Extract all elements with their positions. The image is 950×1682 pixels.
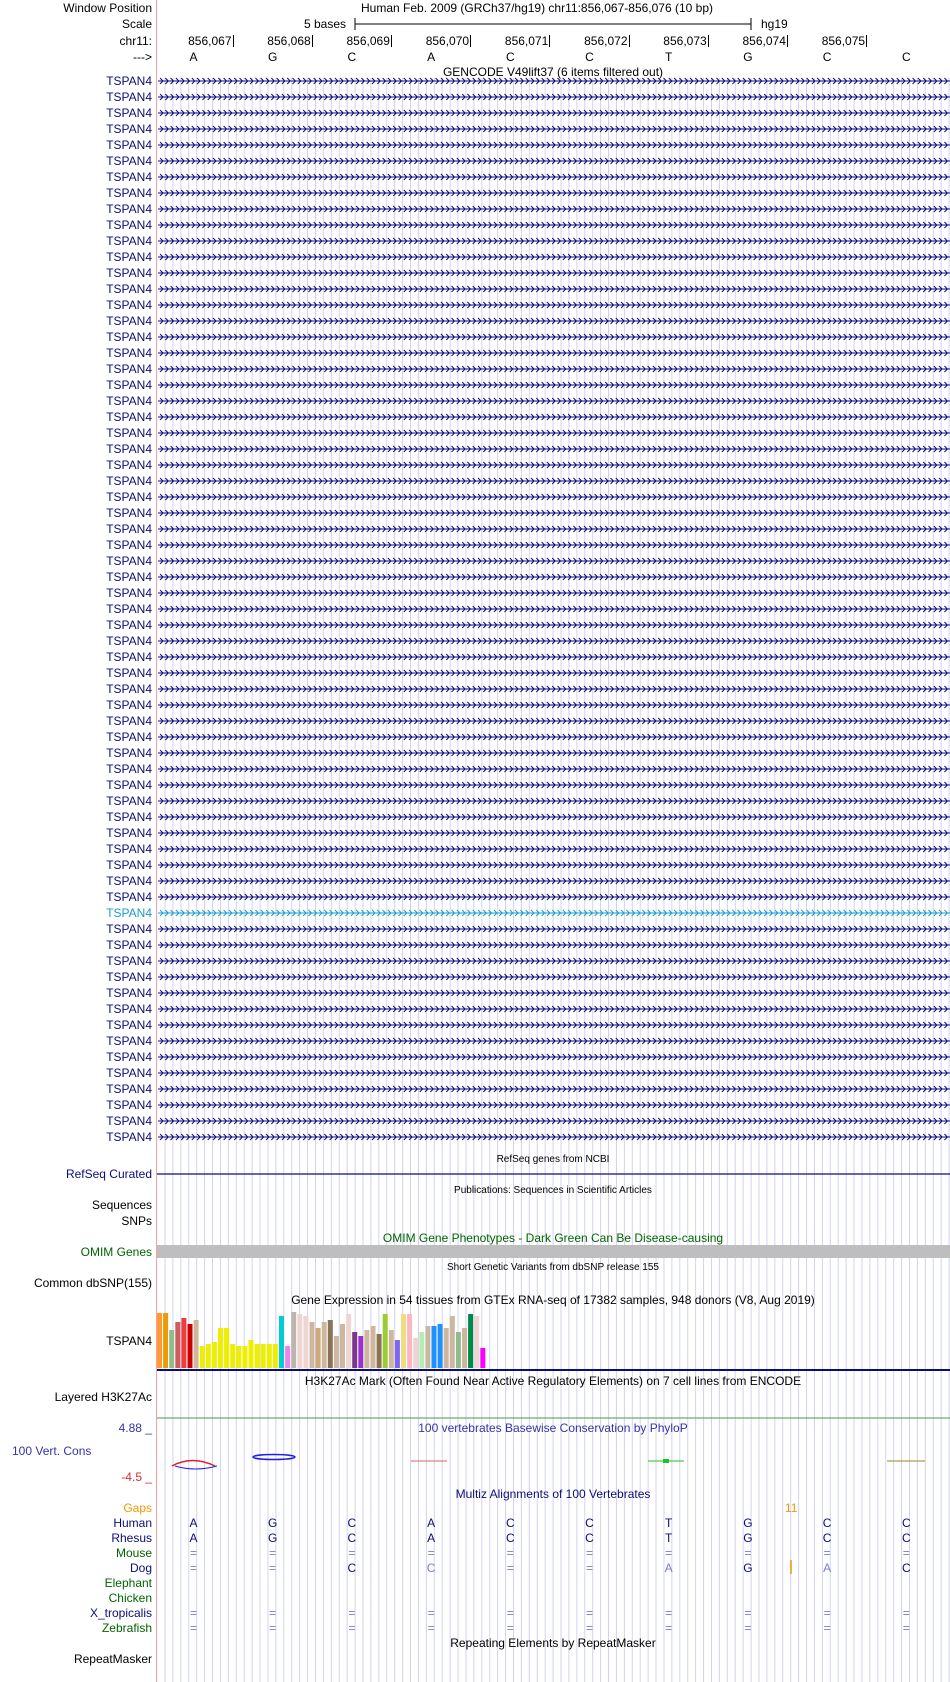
gencode-transcript-label[interactable]: TSPAN4: [106, 1034, 152, 1048]
gencode-transcript-label[interactable]: TSPAN4: [106, 826, 152, 840]
ruler-position: 856,073: [663, 34, 707, 48]
gencode-transcript-label[interactable]: TSPAN4: [106, 330, 152, 344]
gencode-transcript-label[interactable]: TSPAN4: [106, 250, 152, 264]
ruler-position: 856,068: [267, 34, 311, 48]
publications-track-title[interactable]: Publications: Sequences in Scientific Articles: [454, 1185, 652, 1196]
alignment-base: C: [822, 1516, 832, 1530]
gencode-transcript-label[interactable]: TSPAN4: [106, 586, 152, 600]
scale-label: Scale: [121, 17, 152, 31]
omim-track-label[interactable]: OMIM Genes: [80, 1245, 152, 1259]
alignment-base: A: [823, 1561, 832, 1575]
alignment-base: =: [665, 1606, 673, 1620]
alignment-base: =: [269, 1621, 277, 1635]
alignment-base: =: [585, 1621, 593, 1635]
gencode-transcript-label[interactable]: TSPAN4: [106, 106, 152, 120]
alignment-base: =: [269, 1561, 277, 1575]
strand-label: --->: [133, 50, 152, 64]
assembly-title: Human Feb. 2009 (GRCh37/hg19) chr11:856,067-856,076 (10 bp): [361, 1, 714, 15]
alignment-base: C: [901, 1516, 911, 1530]
gencode-transcript-label[interactable]: TSPAN4: [106, 394, 152, 408]
alignment-base: A: [189, 1516, 198, 1530]
gencode-transcript-label[interactable]: TSPAN4: [106, 90, 152, 104]
multiz-species-label[interactable]: Dog: [129, 1561, 152, 1575]
gencode-transcript-label[interactable]: TSPAN4: [106, 298, 152, 312]
gencode-transcript-label[interactable]: TSPAN4: [106, 714, 152, 728]
alignment-base: =: [902, 1606, 910, 1620]
sequence-base: C: [505, 50, 515, 64]
alignment-base: =: [427, 1546, 435, 1560]
gencode-transcript-label[interactable]: TSPAN4: [106, 922, 152, 936]
alignment-base: =: [189, 1621, 197, 1635]
gencode-transcript-label[interactable]: TSPAN4: [106, 1114, 152, 1128]
alignment-base: =: [506, 1546, 514, 1560]
gencode-transcript-label[interactable]: TSPAN4: [106, 154, 152, 168]
gencode-transcript-label[interactable]: TSPAN4: [106, 346, 152, 360]
refseq-track-title[interactable]: RefSeq genes from NCBI: [496, 1154, 610, 1165]
alignment-base: =: [348, 1621, 356, 1635]
gencode-transcript-label[interactable]: TSPAN4: [106, 522, 152, 536]
alignment-base: =: [585, 1561, 593, 1575]
alignment-base: G: [268, 1516, 278, 1530]
gencode-transcript-label[interactable]: TSPAN4: [106, 138, 152, 152]
gencode-transcript-label[interactable]: TSPAN4: [106, 618, 152, 632]
alignment-base: T: [665, 1531, 673, 1545]
repeatmasker-track-label[interactable]: RepeatMasker: [73, 1652, 152, 1666]
alignment-base: =: [189, 1561, 197, 1575]
gtex-track-label[interactable]: TSPAN4: [106, 1334, 152, 1348]
gencode-transcript-label[interactable]: TSPAN4: [106, 458, 152, 472]
alignment-base: G: [743, 1531, 753, 1545]
gencode-transcript-label[interactable]: TSPAN4: [106, 442, 152, 456]
gencode-transcript-label[interactable]: TSPAN4: [106, 1082, 152, 1096]
gencode-transcript-label[interactable]: TSPAN4: [106, 778, 152, 792]
gencode-transcript-label[interactable]: TSPAN4: [106, 938, 152, 952]
repeatmasker-track-title[interactable]: Repeating Elements by RepeatMasker: [450, 1636, 656, 1650]
alignment-base: =: [744, 1546, 752, 1560]
ruler-position: 856,069: [346, 34, 390, 48]
phylop-track-title[interactable]: 100 vertebrates Basewise Conservation by PhyloP: [418, 1421, 688, 1435]
sequence-base: G: [268, 50, 278, 64]
gencode-transcript-label[interactable]: TSPAN4: [106, 202, 152, 216]
gencode-transcript-label[interactable]: TSPAN4: [106, 1018, 152, 1032]
alignment-base: C: [822, 1531, 832, 1545]
alignment-base: =: [902, 1546, 910, 1560]
gencode-transcript-label[interactable]: TSPAN4: [106, 746, 152, 760]
gencode-transcript-label[interactable]: TSPAN4: [106, 266, 152, 280]
multiz-species-label[interactable]: Mouse: [115, 1546, 152, 1560]
h3k27ac-track-label[interactable]: Layered H3K27Ac: [54, 1390, 152, 1404]
gencode-transcript-label[interactable]: TSPAN4: [106, 410, 152, 424]
gencode-transcript-label[interactable]: TSPAN4: [106, 970, 152, 984]
alignment-base: =: [189, 1546, 197, 1560]
gencode-transcript-label[interactable]: TSPAN4: [106, 730, 152, 744]
gencode-transcript-label[interactable]: TSPAN4: [106, 282, 152, 296]
gencode-transcript-label[interactable]: TSPAN4: [106, 490, 152, 504]
gencode-transcript-label[interactable]: TSPAN4: [106, 842, 152, 856]
window-position-label: Window Position: [63, 1, 152, 15]
gencode-transcript-label[interactable]: TSPAN4: [106, 986, 152, 1000]
gencode-transcript-label[interactable]: TSPAN4: [106, 1002, 152, 1016]
alignment-base: =: [585, 1606, 593, 1620]
multiz-species-label[interactable]: X_tropicalis: [89, 1606, 152, 1620]
alignment-base: =: [744, 1606, 752, 1620]
alignment-base: =: [506, 1621, 514, 1635]
sequence-base: C: [822, 50, 832, 64]
alignment-base: =: [427, 1621, 435, 1635]
ruler-position: 856,072: [584, 34, 628, 48]
alignment-base: =: [902, 1621, 910, 1635]
scale-bar-text: 5 bases: [304, 17, 347, 31]
alignment-base: G: [743, 1561, 753, 1575]
sequence-base: C: [347, 50, 357, 64]
database-label: hg19: [761, 17, 788, 31]
alignment-base: =: [585, 1546, 593, 1560]
publications-label-sequences[interactable]: Sequences: [91, 1198, 152, 1212]
alignment-base: =: [823, 1546, 831, 1560]
alignment-base: C: [901, 1561, 911, 1575]
gencode-transcript-label[interactable]: TSPAN4: [106, 650, 152, 664]
sequence-base: T: [665, 50, 673, 64]
alignment-base: =: [665, 1621, 673, 1635]
gencode-transcript-label[interactable]: TSPAN4: [106, 314, 152, 328]
alignment-base: =: [269, 1606, 277, 1620]
alignment-base: C: [426, 1561, 436, 1575]
sequence-base: G: [743, 50, 753, 64]
ruler-position: 856,070: [425, 34, 470, 48]
multiz-species-label[interactable]: Chicken: [108, 1591, 152, 1605]
gencode-transcript-label[interactable]: TSPAN4: [106, 762, 152, 776]
gencode-transcript-label[interactable]: TSPAN4: [106, 554, 152, 568]
gencode-transcript-label[interactable]: TSPAN4: [106, 186, 152, 200]
ruler-position: 856,074: [742, 34, 786, 48]
multiz-gaps-value: 11: [785, 1501, 798, 1515]
alignment-base: A: [664, 1561, 673, 1575]
alignment-base: C: [347, 1531, 357, 1545]
alignment-base: C: [585, 1516, 594, 1530]
refseq-track-label[interactable]: RefSeq Curated: [65, 1167, 152, 1181]
gencode-transcript-label[interactable]: TSPAN4: [106, 810, 152, 824]
alignment-base: =: [427, 1606, 435, 1620]
alignment-base: C: [901, 1531, 911, 1545]
gencode-transcript-label[interactable]: TSPAN4: [106, 794, 152, 808]
omim-track-title[interactable]: OMIM Gene Phenotypes - Dark Green Can Be Disease-causing: [382, 1231, 724, 1245]
gencode-transcript-label[interactable]: TSPAN4: [106, 890, 152, 904]
h3k27ac-track-title[interactable]: H3K27Ac Mark (Often Found Near Active Regulatory Elements) on 7 cell lines from ENCODE: [304, 1374, 802, 1388]
alignment-base: =: [665, 1546, 673, 1560]
alignment-base: A: [189, 1531, 198, 1545]
gencode-transcript-label[interactable]: TSPAN4: [106, 538, 152, 552]
gencode-transcript-label[interactable]: TSPAN4: [106, 378, 152, 392]
gencode-transcript-label[interactable]: TSPAN4: [106, 570, 152, 584]
sequence-base: C: [585, 50, 594, 64]
dbsnp-track-label[interactable]: Common dbSNP(155): [33, 1276, 152, 1290]
gencode-transcript-label[interactable]: TSPAN4: [106, 362, 152, 376]
alignment-base: =: [506, 1606, 514, 1620]
gtex-track-title[interactable]: Gene Expression in 54 tissues from GTEx RNA-seq of 17382 samples, 948 donors (V8, Aug 2019): [291, 1293, 815, 1307]
gencode-transcript-label[interactable]: TSPAN4: [106, 634, 152, 648]
gencode-transcript-label[interactable]: TSPAN4: [106, 170, 152, 184]
dbsnp-track-title[interactable]: Short Genetic Variants from dbSNP release 155: [447, 1262, 659, 1273]
gencode-transcript-label[interactable]: TSPAN4: [106, 906, 152, 920]
alignment-base: =: [189, 1606, 197, 1620]
gencode-transcript-label[interactable]: TSPAN4: [106, 218, 152, 232]
gencode-transcript-label[interactable]: TSPAN4: [106, 858, 152, 872]
multiz-species-label[interactable]: Elephant: [104, 1576, 152, 1590]
multiz-track-title[interactable]: Multiz Alignments of 100 Vertebrates: [455, 1487, 651, 1501]
gencode-track-title[interactable]: GENCODE V49lift37 (6 items filtered out): [442, 65, 664, 79]
gencode-transcript-label[interactable]: TSPAN4: [106, 74, 152, 88]
alignment-base: A: [427, 1516, 436, 1530]
gencode-transcript-label[interactable]: TSPAN4: [106, 474, 152, 488]
alignment-base: =: [823, 1606, 831, 1620]
gencode-transcript-label[interactable]: TSPAN4: [106, 122, 152, 136]
alignment-base: =: [506, 1561, 514, 1575]
gencode-transcript-label[interactable]: TSPAN4: [106, 874, 152, 888]
sequence-base: A: [427, 50, 436, 64]
phylop-max-label: 4.88 _: [118, 1421, 152, 1435]
alignment-base: G: [268, 1531, 278, 1545]
gencode-transcript-label[interactable]: TSPAN4: [106, 234, 152, 248]
ruler-position: 856,067: [188, 34, 232, 48]
gencode-transcript-label[interactable]: TSPAN4: [106, 1050, 152, 1064]
alignment-base: =: [744, 1621, 752, 1635]
alignment-base: C: [505, 1531, 515, 1545]
gencode-transcript-label[interactable]: TSPAN4: [106, 1098, 152, 1112]
alignment-base: C: [585, 1531, 594, 1545]
phylop-track-label[interactable]: 100 Vert. Cons: [12, 1444, 92, 1458]
gencode-transcript-label[interactable]: TSPAN4: [106, 602, 152, 616]
alignment-base: =: [823, 1621, 831, 1635]
phylop-min-label: -4.5 _: [121, 1470, 152, 1484]
gencode-transcript-label[interactable]: TSPAN4: [106, 954, 152, 968]
gencode-transcript-label[interactable]: TSPAN4: [106, 1130, 152, 1144]
sequence-base: C: [901, 50, 911, 64]
publications-label-snps[interactable]: SNPs: [121, 1214, 152, 1228]
chromosome-label: chr11:: [119, 34, 152, 48]
gencode-transcript-label[interactable]: TSPAN4: [106, 506, 152, 520]
alignment-base: T: [665, 1516, 673, 1530]
gencode-transcript-label[interactable]: TSPAN4: [106, 666, 152, 680]
alignment-base: C: [347, 1561, 357, 1575]
alignment-base: A: [427, 1531, 436, 1545]
gencode-transcript-label[interactable]: TSPAN4: [106, 698, 152, 712]
sequence-base: A: [189, 50, 198, 64]
alignment-base: C: [347, 1516, 357, 1530]
multiz-species-label[interactable]: Human: [113, 1516, 152, 1530]
ruler-position: 856,071: [504, 34, 549, 48]
alignment-base: =: [269, 1546, 277, 1560]
alignment-base: G: [743, 1516, 753, 1530]
gencode-transcript-label[interactable]: TSPAN4: [106, 1066, 152, 1080]
gencode-transcript-label[interactable]: TSPAN4: [106, 682, 152, 696]
gencode-transcript-label[interactable]: TSPAN4: [106, 426, 152, 440]
ruler-position: 856,075: [821, 34, 866, 48]
alignment-base: =: [348, 1546, 356, 1560]
multiz-species-label[interactable]: Zebrafish: [101, 1621, 152, 1635]
alignment-base: C: [505, 1516, 515, 1530]
multiz-gaps-label: Gaps: [123, 1501, 152, 1515]
alignment-base: =: [348, 1606, 356, 1620]
multiz-species-label[interactable]: Rhesus: [111, 1531, 152, 1545]
